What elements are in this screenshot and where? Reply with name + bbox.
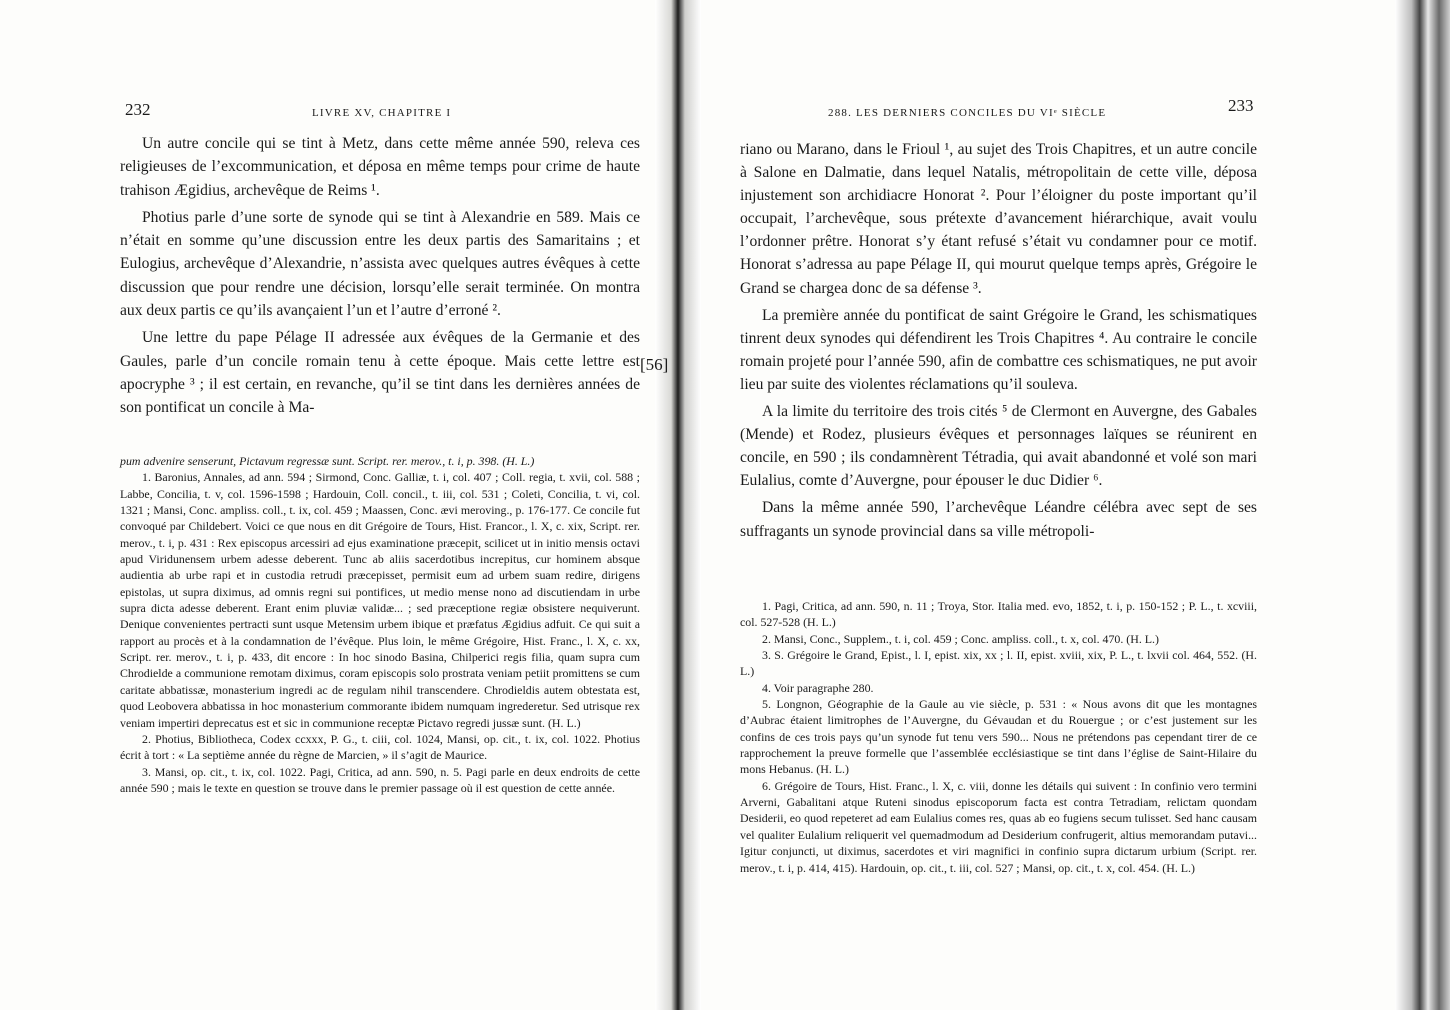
page-number: 233 — [1228, 96, 1254, 115]
running-head: LIVRE XV, CHAPITRE I — [312, 107, 452, 119]
footnote: 2. Mansi, Conc., Supplem., t. i, col. 459 ; Conc. ampliss. coll., t. x, col. 470. (H. L.) — [762, 631, 1159, 646]
body-text — [740, 138, 1257, 547]
paragraph: riano ou Marano, dans le Frioul ¹, au sujet des Trois Chapitres, et un autre concile à Salone en Dalmatie, dans lequel Natalis, métropolitain de cette ville, déposa injustement son archidiacre Honorat ². Pour l’éloigner du poste important qu’il occupait, l’archevêque, sous prétexte d’avancement hiérarchique, avait voulu l’ordonner prêtre. Honorat s’y étant refusé s’était vu condamner pour ce motif. Honorat s’adressa au pape Pélage II, qui mourut quelque temps après, Grégoire le Grand se chargea donc de sa défense ³. — [740, 141, 1257, 297]
paragraph: Dans la même année 590, l’archevêque Léandre célébra avec sept de ses suffragants un synode provincial dans sa ville métropoli- — [740, 499, 1257, 540]
paragraph: Photius parle d’une sorte de synode qui se tint à Alexandrie en 589. Mais ce n’était en somme qu’une discussion entre les deux partis des Samaritains ; et Eulogius, archevêque d’Alexandrie, n’assista avec quelques autres évêques à cette discussion que pour rendre une décision, lorsqu’elle serait terminée. On montra aux deux partis ce qu’ils avançaient l’un et l’autre d’erroné ². — [120, 208, 640, 320]
paragraph: A la limite du territoire des trois cités ⁵ de Clermont en Auvergne, des Gabales (Mende) et Rodez, plusieurs évêques et personnages laïques se réunirent en concile, en 590 ; ils condamnèrent Tétradia, qui avait abandonné et volé son mari Eulalius, comte d’Auvergne, pour épouser le duc Didier ⁶. — [740, 403, 1257, 490]
footnotes — [120, 453, 640, 796]
running-head: 288. LES DERNIERS CONCILES DU VIᵉ SIÈCLE — [828, 107, 1107, 119]
footnote: 4. Voir paragraphe 280. — [762, 680, 874, 695]
paragraph: Un autre concile qui se tint à Metz, dans cette même année 590, releva ces religieuses de l’excommunication, et déposa en même temps pour crime de haute trahison Ægidius, archevêque de Reims ¹. — [120, 135, 640, 199]
footnote-continuation: pum advenire senserunt, Pictavum regressæ sunt. Script. rer. merov., t. i, p. 398. (H. L.) — [120, 454, 535, 468]
footnotes — [740, 598, 1257, 876]
paragraph: Une lettre du pape Pélage II adressée aux évêques de la Germanie et des Gaules, parle d’un concile romain tenu à cette époque. Mais cette lettre est apocryphe ³ ; il est certain, en revanche, qu’il se tint dans les dernières années de son pontificat un concile à Ma- — [120, 329, 640, 417]
footnote: 6. Grégoire de Tours, Hist. Franc., l. X, c. viii, donne les détails qui suivent : In confinio vero termini Arverni, Gabalitani atque Ruteni sinodus episcoporum facta est contra Tetradiam, relictam quondam Desiderii, eo quod repeteret ad eam Eulalius comes res, quas ab eo fugiens secum tulisset. Sed hanc causam vel qualiter Eulalium reliquerit vel quemadmodum ad Desiderium confrugerit, altius memorandam putavi... Igitur conjuncti, ut diximus, sacerdotes et viri magnifici in confinio supra dictarum urbium (Script. rer. merov., t. i, p. 414, 415). Hardouin, op. cit., t. iii, col. 527 ; Mansi, op. cit., t. x, col. 454. (H. L.) — [740, 778, 1257, 875]
footnote: 2. Photius, Bibliotheca, Codex ccxxx, P. G., t. ciii, col. 1024, Mansi, op. cit., t. ix, col. 1022. Photius écrit à tort : « La septième année du règne de Marcien, » il s’agit de Maurice. — [120, 731, 640, 763]
book-gutter — [655, 0, 701, 1010]
footnote: 3. Mansi, op. cit., t. ix, col. 1022. Pagi, Critica, ad ann. 590, n. 5. Pagi parle en deux endroits de cette année 590 ; mais le texte en question se trouve dans le premier passage où il est question de cette année. — [120, 764, 640, 795]
page-edge — [1395, 0, 1450, 1010]
footnote: 5. Longnon, Géographie de la Gaule au vie siècle, p. 531 : « Nous avons dit que les montagnes d’Aubrac étaient limitrophes de l’Auvergne, du Gévaudan et du Rouergue ; or c’est justement sur les confins de ces trois pays qu’un synode fut tenu vers 590... Nous ne prétendons pas cependant tirer de ce rapprochement la preuve formelle que l’assemblée ecclésiastique se tint dans l’église de Saint-Hilaire du mons Hebanus. (H. L.) — [740, 697, 1257, 777]
margin-page-marker: [56] — [640, 355, 669, 374]
footnote: 3. S. Grégoire le Grand, Epist., l. I, epist. xix, xx ; l. II, epist. xviii, xix, P. L., t. lxvii col. 464, 552. (H. L.) — [740, 648, 1257, 679]
body-text — [120, 132, 640, 424]
paragraph: La première année du pontificat de saint Grégoire le Grand, les schismatiques tinrent deux synodes qui défendirent les Trois Chapitres ⁴. Au contraire le concile romain projeté pour l’année 590, afin de combattre ces schismatiques, ne put avoir lieu par suite des violentes réclamations qu’il souleva. — [740, 306, 1257, 393]
footnote: 1. Baronius, Annales, ad ann. 594 ; Sirmond, Conc. Galliæ, t. i, col. 407 ; Coll. regia, t. xvii, col. 588 ; Labbe, Concilia, t. v, col. 1596-1598 ; Hardouin, Coll. concil., t. iii, col. 531 ; Coleti, Concilia, t. vi, col. 1321 ; Mansi, Conc. ampliss. coll., t. ix, col. 459 ; Maassen, Conc. ævi meroving., p. 176-177. Ce concile fut convoqué par Childebert. Voici ce que nous en dit Grégoire de Tours, Hist. Francor., l. X, c. xix, Script. rer. merov., t. i, p. 431 : Rex episcopus arcessiri ad ejus examinatione præcepit, scilicet ut in initio mensis octavi apud Viridunensem urbem adesse deberent. Tunc ab aliis sacerdotibus increpitus, cur hominem absque audientia ab urbe rapi et in custodia retrudi præcepisset, permisit eum ad urbem suam redire, dirigens epistolas, ut supra diximus, ad omnis regni sui pontifices, ut medio mense nono ad discutiendam in urbe supra dicta adesse deberent. Erant enim pluviæ validæ... ; sed præceptione regiæ obsistere nequiverunt. Denique convenientes pertracti sunt usque Metensim urbem ibique et præfatus Ægidius adfuit. Ce qui suit a rapport au procès et à la condamnation de l’évêque. Plus loin, le même Grégoire, Hist. Franc., l. X, c. xx, Script. rer. merov., t. i, p. 433, dit encore : In hoc sinodo Basina, Chilperici regis filia, quam supra cum Chrodielde a communione remotam diximus, coram episcopis solo prostrata veniam petiit promittens se cum caritate abbatissæ, monasterium ingredi ac de regulam nihil transcendere. Chrodieldis autem obtestata est, quod Leobovera abbatissa in hoc monasterium commorante ibidem numquam ingrederetur. Sed utrisque rex veniam impertiri deprecatus est et sic in communione receptæ Pictavo regredi jussæ sunt. (H. L.) — [120, 470, 640, 730]
footnote: 1. Pagi, Critica, ad ann. 590, n. 11 ; Troya, Stor. Italia med. evo, 1852, t. i, p. 150-152 ; P. L., t. xcviii, col. 527-528 (H. L.) — [740, 599, 1257, 630]
page-number: 232 — [125, 100, 151, 119]
